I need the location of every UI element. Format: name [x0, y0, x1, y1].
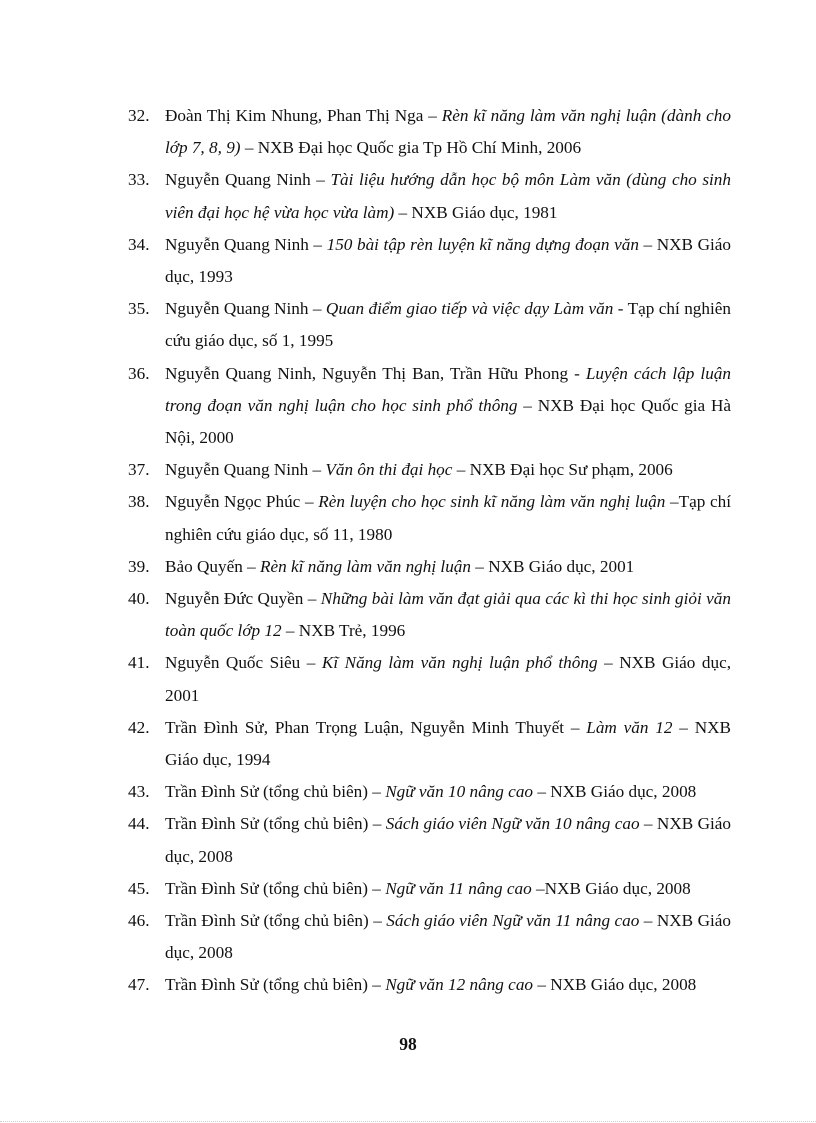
- reference-title: Quan điểm giao tiếp và việc dạy Làm văn: [325, 299, 614, 319]
- reference-separator: –: [533, 975, 551, 995]
- reference-separator: –: [303, 589, 321, 609]
- reference-number: 42.: [128, 717, 150, 737]
- reference-separator: -: [568, 363, 586, 383]
- reference-list: [128, 100, 731, 1002]
- reference-number: 33.: [128, 170, 150, 190]
- reference-separator: –: [665, 492, 679, 512]
- reference-number: 34.: [128, 234, 150, 254]
- reference-item: [128, 100, 731, 164]
- page-bottom-rule: [0, 1121, 816, 1122]
- reference-author: Trần Đình Sử (tổng chủ biên): [165, 911, 369, 931]
- reference-title: Tài liệu hướng dẫn học bộ môn Làm văn (dùng cho sinh viên đại học hệ vừa học vừa làm): [165, 170, 731, 222]
- reference-separator: –: [368, 814, 386, 834]
- reference-separator: –: [308, 460, 326, 480]
- reference-separator: –: [368, 911, 387, 931]
- reference-number: 47.: [128, 975, 150, 995]
- reference-separator: –: [300, 653, 322, 673]
- reference-publisher: NXB Trẻ, 1996: [298, 621, 406, 641]
- reference-separator: –: [471, 556, 489, 576]
- reference-author: Nguyễn Quang Ninh: [165, 170, 311, 190]
- reference-publisher: NXB Giáo dục, 1993: [165, 234, 732, 287]
- reference-separator: –: [368, 782, 386, 802]
- reference-title: Làm văn 12: [586, 717, 673, 737]
- reference-number: 44.: [128, 814, 150, 834]
- reference-number: 37.: [128, 460, 150, 480]
- reference-item: [128, 583, 731, 647]
- reference-title: Ngữ văn 12 nâng cao: [385, 975, 534, 995]
- reference-author: Bảo Quyến: [165, 556, 243, 576]
- reference-title: Ngữ văn 10 nâng cao: [385, 782, 534, 802]
- reference-publisher: NXB Giáo dục, 2008: [544, 878, 691, 898]
- reference-title: Văn ôn thi đại học: [325, 460, 453, 480]
- reference-number: 45.: [128, 878, 150, 898]
- reference-title: Những bài làm văn đạt giải qua các kì thi học sinh giỏi văn toàn quốc lớp 12: [165, 589, 731, 641]
- reference-item: [128, 164, 731, 228]
- reference-item: [128, 358, 731, 455]
- reference-publisher: NXB Giáo dục, 1981: [411, 202, 558, 222]
- reference-number: 38.: [128, 492, 150, 512]
- reference-publisher: Tạp chí nghiên cứu giáo dục, số 1, 1995: [165, 299, 731, 351]
- reference-separator: –: [638, 234, 657, 254]
- reference-publisher: NXB Giáo dục, 2008: [550, 975, 697, 995]
- reference-author: Nguyễn Ngọc Phúc: [165, 492, 301, 512]
- reference-publisher: NXB Giáo dục, 2008: [165, 814, 731, 866]
- reference-separator: -: [613, 299, 628, 319]
- reference-author: Nguyễn Quang Ninh, Nguyễn Thị Ban, Trần Hữu Phong: [165, 363, 569, 383]
- reference-number: 32.: [128, 106, 150, 125]
- reference-publisher: NXB Giáo dục, 2001: [488, 556, 635, 576]
- reference-separator: –: [533, 782, 551, 802]
- reference-item: [128, 712, 731, 776]
- reference-separator: –: [308, 299, 326, 319]
- reference-author: Nguyễn Quang Ninh: [165, 234, 309, 254]
- reference-title: Kĩ Năng làm văn nghị luận phổ thông: [321, 653, 598, 673]
- reference-separator: –: [597, 653, 620, 673]
- reference-separator: –: [517, 395, 538, 415]
- reference-item: [128, 808, 731, 872]
- reference-item: [128, 454, 731, 486]
- reference-separator: –: [310, 170, 331, 190]
- reference-item: [128, 647, 731, 711]
- reference-separator: –: [242, 556, 260, 576]
- reference-author: Nguyễn Đức Quyền: [165, 589, 304, 609]
- reference-separator: –: [368, 878, 386, 898]
- reference-separator: –: [240, 138, 258, 158]
- reference-title: 150 bài tập rèn luyện kĩ năng dựng đoạn văn: [326, 234, 639, 254]
- reference-item: [128, 229, 731, 293]
- reference-author: Trần Đình Sử, Phan Trọng Luận, Nguyễn Minh Thuyết: [165, 717, 565, 737]
- reference-item: [128, 551, 731, 583]
- reference-item: [128, 905, 731, 969]
- reference-publisher: NXB Giáo dục, 1994: [165, 717, 731, 770]
- reference-publisher: NXB Đại học Quốc gia Hà Nội, 2000: [165, 395, 731, 448]
- reference-publisher: NXB Đại học Quốc gia Tp Hồ Chí Minh, 2006: [257, 138, 582, 158]
- reference-item: [128, 969, 731, 1001]
- reference-author: Trần Đình Sử (tổng chủ biên): [165, 878, 368, 898]
- reference-number: 36.: [128, 363, 150, 383]
- reference-number: 43.: [128, 782, 150, 802]
- reference-separator: –: [368, 975, 386, 995]
- reference-number: 46.: [128, 911, 150, 931]
- reference-title: Sách giáo viên Ngữ văn 10 nâng cao: [385, 814, 640, 834]
- reference-separator: –: [300, 492, 319, 512]
- reference-title: Rèn luyện cho học sinh kĩ năng làm văn nghị luận: [318, 492, 666, 512]
- reference-publisher: NXB Giáo dục, 2001: [165, 653, 732, 705]
- reference-separator: –: [531, 878, 545, 898]
- reference-separator: –: [423, 106, 442, 125]
- reference-separator: –: [672, 717, 695, 737]
- reference-author: Trần Đình Sử (tổng chủ biên): [165, 782, 368, 802]
- reference-title: Luyện cách lập luận trong đoạn văn nghị luận cho học sinh phổ thông: [165, 363, 731, 415]
- reference-separator: –: [394, 202, 412, 222]
- reference-separator: –: [452, 460, 470, 480]
- reference-item: [128, 293, 731, 357]
- reference-author: Trần Đình Sử (tổng chủ biên): [165, 975, 368, 995]
- reference-separator: –: [639, 911, 657, 931]
- reference-separator: –: [308, 234, 327, 254]
- reference-number: 39.: [128, 556, 150, 576]
- reference-number: 40.: [128, 589, 150, 609]
- reference-author: Đoàn Thị Kim Nhung, Phan Thị Nga: [165, 106, 424, 125]
- reference-item: [128, 486, 731, 550]
- reference-separator: –: [564, 717, 587, 737]
- reference-publisher: NXB Đại học Sư phạm, 2006: [469, 460, 673, 480]
- reference-separator: –: [639, 814, 657, 834]
- reference-title: Rèn kĩ năng làm văn nghị luận: [260, 556, 471, 576]
- reference-item: [128, 873, 731, 905]
- reference-item: [128, 776, 731, 808]
- reference-title: Sách giáo viên Ngữ văn 11 nâng cao: [386, 911, 640, 931]
- reference-publisher: Tạp chí nghiên cứu giáo dục, số 11, 1980: [165, 492, 731, 544]
- reference-author: Nguyễn Quang Ninh: [165, 299, 309, 319]
- page-number: 98: [399, 1034, 417, 1054]
- reference-number: 41.: [128, 653, 150, 673]
- reference-number: 35.: [128, 299, 150, 319]
- reference-publisher: NXB Giáo dục, 2008: [550, 782, 697, 802]
- reference-title: Rèn kĩ năng làm văn nghị luận (dành cho lớp 7, 8, 9): [165, 106, 731, 158]
- reference-author: Trần Đình Sử (tổng chủ biên): [165, 814, 369, 834]
- reference-author: Nguyễn Quốc Siêu: [165, 653, 301, 673]
- reference-separator: –: [281, 621, 299, 641]
- reference-publisher: NXB Giáo dục, 2008: [165, 911, 731, 963]
- reference-title: Ngữ văn 11 nâng cao: [385, 878, 532, 898]
- reference-author: Nguyễn Quang Ninh: [165, 460, 309, 480]
